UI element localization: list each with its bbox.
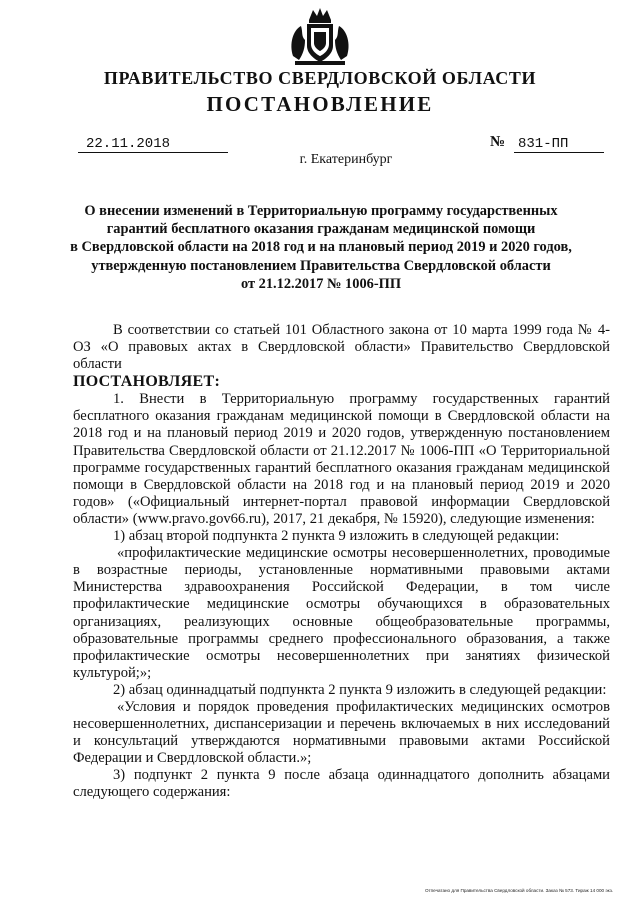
subject-line: утвержденную постановлением Правительства Свердловской области xyxy=(91,257,551,274)
document-type: ПОСТАНОВЛЕНИЕ xyxy=(206,92,434,116)
city: г. Екатеринбург xyxy=(299,152,393,167)
subject-line: в Свердловской области на 2018 год и на плановый период 2019 и 2020 годов, xyxy=(70,239,572,256)
quote-1: «профилактические медицинские осмотры несовершеннолетних, проводимые в возрастные периоды, установленные нормативными правовыми актами Министерства здравоохранения Российской Федерации, в том числе профилактические медицинские осмотры обучающихся в образовательных организациях, реализующих основные общеобразовательные программы, образовательные программы среднего профессионального образования, а также профилактические осмотры несовершеннолетних при занятиях физической культурой;»; xyxy=(73,545,610,681)
decree-heading: ПОСТАНОВЛЯЕТ: xyxy=(73,373,221,391)
document-number: 831-ПП xyxy=(514,136,604,153)
item-1: 1. Внести в Территориальную программу государственных гарантий бесплатного оказания гражданам медицинской помощи в Свердловской области на 2018 год и на плановый период 2019 и 2020 годов, утвержденную постановлением Правительства Свердловской области от 21.12.2017 № 1006-ПП «О Территориальной программе государственных гарантий бесплатного оказания гражданам медицинской помощи в Свердловской области на 2018 год и на плановый период 2019 и 2020 годов» («Официальный интернет-портал правовой информации Свердловской области» (www.pravo.gov66.ru), 2017, 21 декабря, № 15920), следующие изменения: xyxy=(73,391,610,527)
subitem-3: 3) подпункт 2 пункта 9 после абзаца одиннадцатого дополнить абзацами следующего содержания: xyxy=(73,767,610,801)
quote-2: «Условия и порядок проведения профилактических медицинских осмотров несовершеннолетних, диспансеризации и перечень включаемых в них исследований и консультаций утверждаются нормативными правовыми актами Российской Федерации и Свердловской области.»; xyxy=(73,698,610,767)
subject-line: от 21.12.2017 № 1006-ПП xyxy=(240,275,402,292)
document-subject xyxy=(70,202,572,293)
preamble: В соответствии со статьей 101 Областного закона от 10 марта 1999 года № 4-ОЗ «О правовых актах в Свердловской области» Правительство Свердловской области xyxy=(73,322,610,373)
government-name: ПРАВИТЕЛЬСТВО СВЕРДЛОВСКОЙ ОБЛАСТИ xyxy=(103,68,537,88)
subitem-1: 1) абзац второй подпункта 2 пункта 9 изложить в следующей редакции: xyxy=(113,528,560,545)
subitem-2: 2) абзац одиннадцатый подпункта 2 пункта 9 изложить в следующей редакции: xyxy=(113,681,607,698)
document-body xyxy=(73,322,610,802)
subject-line: гарантий бесплатного оказания гражданам медицинской помощи xyxy=(106,221,536,238)
subject-line: О внесении изменений в Территориальную программу государственных xyxy=(84,203,558,219)
number-label: № xyxy=(490,134,506,150)
print-note: Отпечатано для Правительства Свердловской области. Заказ № 573. Тираж 14 000 экз. xyxy=(425,888,614,893)
document-date: 22.11.2018 xyxy=(78,136,228,153)
coat-of-arms-icon xyxy=(287,6,353,68)
